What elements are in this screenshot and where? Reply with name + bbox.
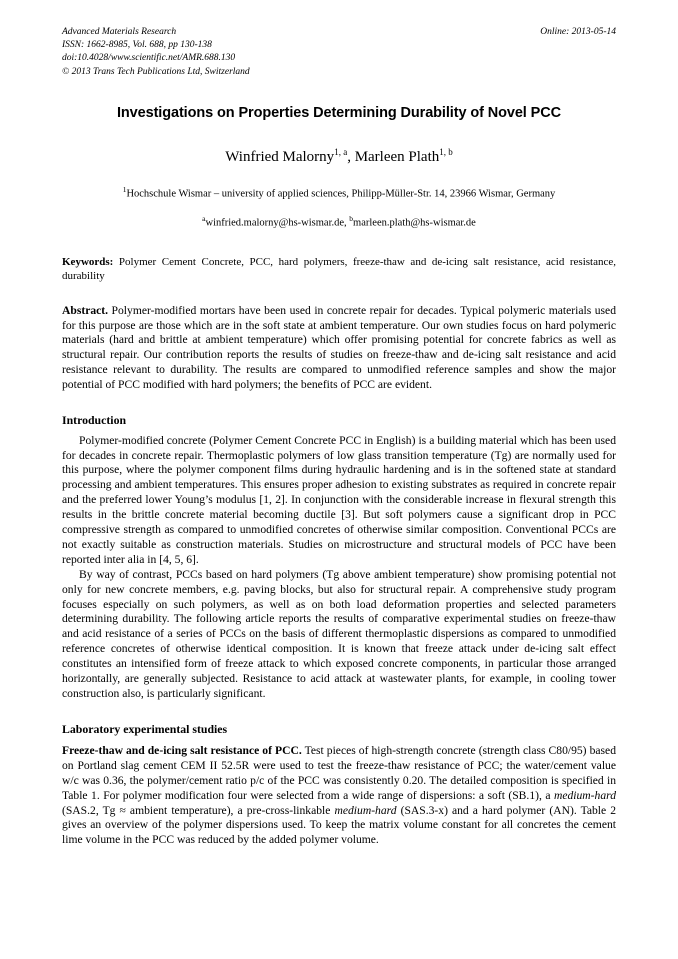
laboratory-italic-1: medium-hard xyxy=(553,788,616,802)
author-1-name: Winfried Malorny xyxy=(225,148,335,165)
doi: doi:10.4028/www.scientific.net/AMR.688.130 xyxy=(62,53,236,64)
affiliation-marker: 1 xyxy=(122,184,127,194)
laboratory-paragraph xyxy=(62,744,616,848)
email-2: marleen.plath@hs-wismar.de xyxy=(353,217,476,229)
page-title: Investigations on Properties Determining Durability of Novel PCC xyxy=(117,104,561,121)
affiliation xyxy=(62,182,616,202)
author-list xyxy=(62,147,616,166)
page-header xyxy=(62,26,616,79)
affiliation-text: Hochschule Wismar – university of applied sciences, Philipp-Müller-Str. 14, 23966 Wismar, Germany xyxy=(126,188,556,200)
author-2-name: Marleen Plath xyxy=(354,148,440,165)
header-left-block xyxy=(62,26,250,79)
laboratory-text-1: Test pieces of high-strength concrete (strength class C80/95) based on Portland slag cement CEM II 52.5R were used to test the freeze-thaw resistance of PCC; the water/cement value w/c was 0.36, the polymer/cement ratio p/c of the PCC was consistently 0.20. The detailed composition is specified in Table 1. For polymer modification four were selected from a wide range of dispersions: a soft (SB.1), a xyxy=(62,743,616,802)
author-1-affil-marker: 1, a xyxy=(334,146,348,157)
introduction-paragraph-2: By way of contrast, PCCs based on hard polymers (Tg above ambient temperature) show promising potential not only for new concrete members, e.g. paving blocks, but also for structural repair. A comprehensive study program focuses especially on such polymers, as well as on both load deformation properties and selected parameters determining durability. The following article reports the results of comparative experimental studies on freeze-thaw and acid resistance of a series of PCCs on the basis of different thermoplastic dispersions as compared to unmodified reference concretes of otherwise identical composition. It is known that freeze attack under de-icing salt effect constitutes an intensified form of freeze attack to which exposed concrete components, in particular those arranged horizontally, are generally subjected. Resistance to acid attack at wastewater plants, for example, in cooling tower construction also, is particularly significant. xyxy=(62,567,616,700)
online-date: Online: 2013-05-14 xyxy=(540,27,616,37)
journal-name: Advanced Materials Research xyxy=(62,27,177,37)
section-heading-laboratory: Laboratory experimental studies xyxy=(62,721,228,736)
keywords-block xyxy=(62,255,616,284)
keywords-text: Polymer Cement Concrete, PCC, hard polymers, freeze-thaw and de-icing salt resistance, acid resistance, durability xyxy=(62,255,616,283)
abstract-block xyxy=(62,304,616,393)
abstract-label: Abstract. xyxy=(62,303,109,317)
email-1: winfried.malorny@hs-wismar.de, xyxy=(205,217,350,229)
author-separator: , xyxy=(347,148,355,165)
author-2-affil-marker: 1, b xyxy=(439,146,453,157)
subsection-label-freeze-thaw: Freeze-thaw and de-icing salt resistance of PCC. xyxy=(62,743,302,757)
copyright: © 2013 Trans Tech Publications Ltd, Switzerland xyxy=(62,66,250,77)
laboratory-text-3: (SAS.3-x) and a hard polymer (AN). Table 2 gives an overview of the polymer dispersions used. To keep the matrix volume constant for all concretes the cement lime volume in the PCC was reduced by the added polymer volume. xyxy=(62,803,617,847)
laboratory-text-2: (SAS.2, Tg ≈ ambient temperature), a pre-cross-linkable xyxy=(62,803,335,817)
header-right-block xyxy=(540,26,616,39)
introduction-paragraph-1: Polymer-modified concrete (Polymer Cement Concrete PCC in English) is a building material which has been used for decades in concrete repair. Thermoplastic polymers of low glass transition temperature (Tg) are normally used for this purpose, where the polymer component films during hydraulic hardening and is in the softened state at standard processing and ambient temperatures. This ensures proper adhesion to existing substrates as required in concrete repair and the preferred lower Young’s modulus [1, 2]. In conjunction with the considerable increase in flexural strength this results in the brittle concrete material becoming ductile [3]. But soft polymers cause a significant drop in PCC compressive strength as compared to unmodified concretes of otherwise similar composition. Conventional PCCs are not exactly suitable as construction materials. Studies on microstructure and structural models of PCC have been reported inter alia in [4, 5, 6]. xyxy=(62,433,616,566)
email-marker-a: a xyxy=(202,214,206,224)
abstract-text: Polymer-modified mortars have been used in concrete repair for decades. Typical polymeric materials used for this purpose are those which are in the soft state at ambient temperature. Our own studies focus on hard polymeric materials (hard and brittle at ambient temperature) which offer promising potential for concrete fabrics as well as structural repair. Our contribution reports the results of studies on freeze-thaw and de-icing salt resistance and acid resistance relevant to durability. The results are compared to unmodified reference samples and show the major potential of PCC modified with hard polymers; the benefits of PCC are evident. xyxy=(62,303,616,391)
author-emails xyxy=(62,214,616,229)
issn-volume: ISSN: 1662-8985, Vol. 688, pp 130-138 xyxy=(62,40,212,51)
keywords-label: Keywords: xyxy=(62,255,114,268)
laboratory-italic-2: medium-hard xyxy=(334,803,397,817)
section-heading-introduction: Introduction xyxy=(62,412,127,427)
email-marker-b: b xyxy=(349,214,354,224)
